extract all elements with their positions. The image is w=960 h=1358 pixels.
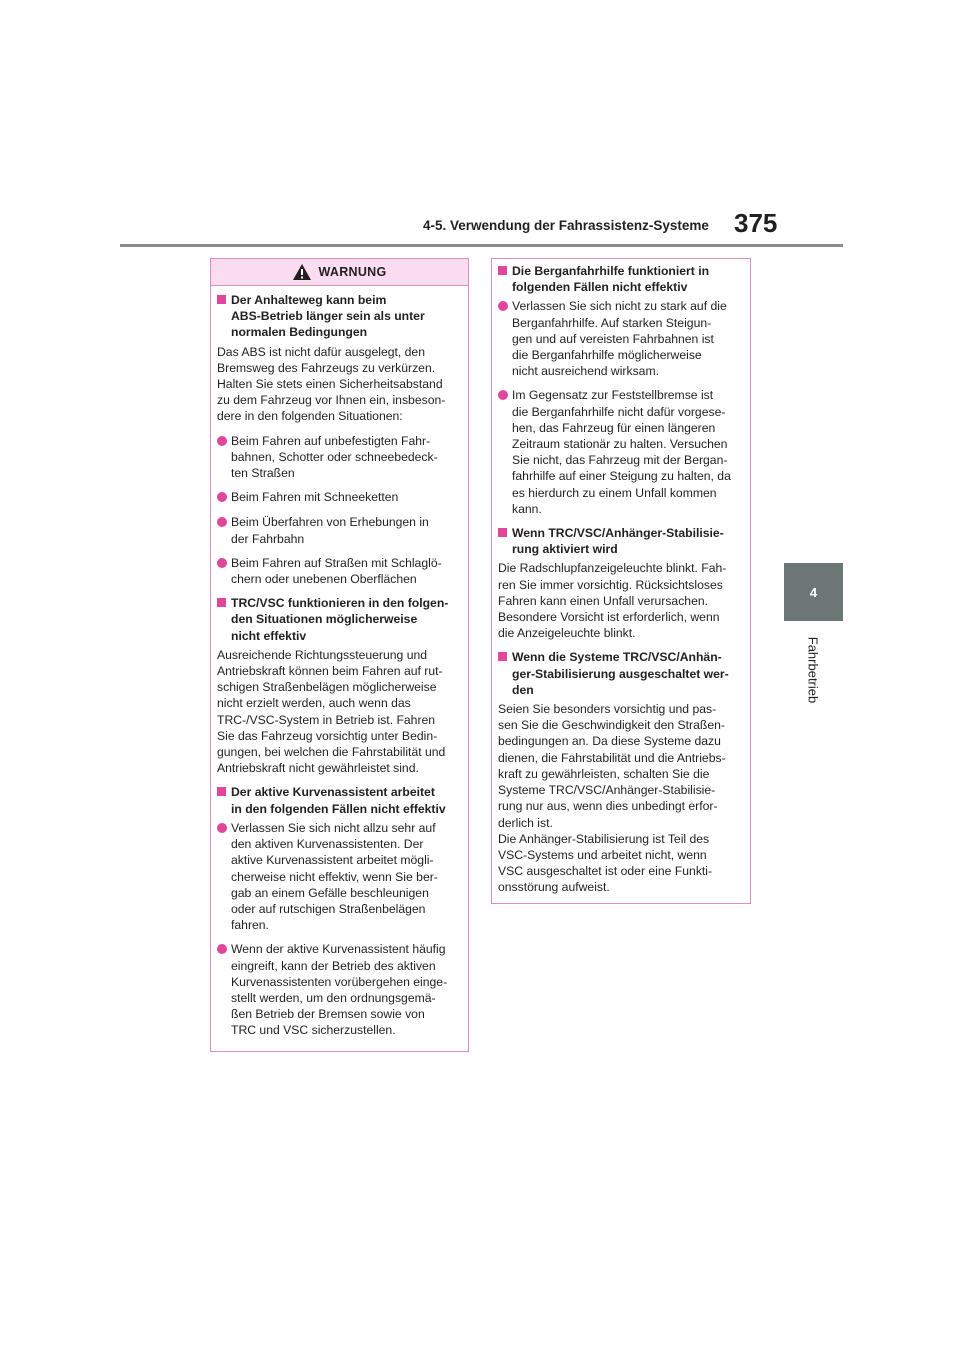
square-bullet-icon [217, 295, 226, 304]
warning-heading-aktiviert: Wenn TRC/VSC/Anhänger-Stabilisie- rung aktiviert wird [498, 525, 744, 557]
round-bullet-icon [217, 517, 227, 527]
warning-triangle-icon [292, 263, 312, 281]
square-bullet-icon [498, 652, 507, 661]
warning-paragraph-aktiviert: Die Radschlupfanzeigeleuchte blinkt. Fah- ren Sie immer vorsichtig. Rücksichtsloses Fahren kann einen Unfall verursachen. Besondere Vorsicht ist erforderlich, wenn die Anzeigeleuchte blinkt. [498, 561, 727, 641]
warning-heading-ausgeschaltet: Wenn die Systeme TRC/VSC/Anhän- ger-Stabilisierung ausgeschaltet wer- den [498, 649, 744, 698]
list-item: Verlassen Sie sich nicht zu stark auf die Berganfahrhilfe. Auf starken Steigun- gen und auf vereisten Fahrbahnen ist die Berganfahrhilfe möglicherweise nicht ausreichend wirksam. [498, 298, 744, 379]
warning-header [211, 259, 468, 286]
round-bullet-icon [498, 301, 508, 311]
list-item: Verlassen Sie sich nicht allzu sehr auf den aktiven Kurvenassistenten. Der aktive Kurvenassistent arbeitet mögli- cherweise nicht effektiv, wenn Sie ber- gab an einem Gefälle beschleunigen oder auf rutschigen Straßenbelägen fahren. [217, 820, 462, 933]
section-title: 4-5. Verwendung der Fahrassistenz-Systeme [423, 218, 709, 233]
warning-content [211, 286, 468, 1039]
round-bullet-icon [217, 558, 227, 568]
warning-heading-abs: Der Anhalteweg kann beim ABS-Betrieb länger sein als unter normalen Bedingungen [217, 292, 462, 341]
round-bullet-icon [498, 390, 508, 400]
square-bullet-icon [498, 266, 507, 275]
chapter-number: 4 [809, 584, 818, 600]
header-rule [120, 244, 843, 247]
warning-heading-kurvenassistent: Der aktive Kurvenassistent arbeitet in den folgenden Fällen nicht effektiv [217, 784, 462, 816]
square-bullet-icon [217, 787, 226, 796]
chapter-label: Fahrbetrieb [805, 636, 821, 704]
square-bullet-icon [217, 598, 226, 607]
warning-heading-trc: TRC/VSC funktionieren in den folgen- den Situationen möglicherweise nicht effektiv [217, 595, 462, 644]
round-bullet-icon [217, 436, 227, 446]
warning-paragraph-trc: Ausreichende Richtungssteuerung und Antriebskraft können beim Fahren auf rut- schigen Straßenbelägen möglicherweise nicht erzielt werden, auch wenn das TRC-/VSC-System in Betrieb ist. Fahren Sie das Fahrzeug vorsichtig unter Bedin- gungen, bei welchen die Fahrstabilität und Antriebskraft nicht gewährleistet sind. [217, 647, 446, 776]
warning-content-continued [492, 259, 750, 896]
square-bullet-icon [498, 528, 507, 537]
round-bullet-icon [217, 944, 227, 954]
warning-box [210, 258, 469, 1052]
page-number: 375 [734, 208, 778, 238]
list-item: Beim Fahren mit Schneeketten [217, 489, 462, 506]
list-item: Beim Fahren auf Straßen mit Schlaglö- chern oder unebenen Oberflächen [217, 555, 462, 587]
warning-paragraph-abs: Das ABS ist nicht dafür ausgelegt, den Bremsweg des Fahrzeugs zu verkürzen. Halten Sie stets einen Sicherheitsabstand zu dem Fahrzeug vor Ihnen ein, insbeson- dere in den folgenden Situationen: [217, 344, 446, 424]
round-bullet-icon [217, 823, 227, 833]
warning-paragraph-ausgeschaltet: Seien Sie besonders vorsichtig und pas- sen Sie die Geschwindigkeit den Straßen- bedingungen an. Da diese Systeme dazu dienen, die Fahrstabilität und die Antriebs- kraft zu gewährleisten, schalten Sie die Systeme TRC/VSC/Anhänger-Stabilisie- rung nur aus, wenn dies unbedingt erfor- derlich ist. Die Anhänger-Stabilisierung ist Teil des VSC-Systems und arbeitet nicht, wenn VSC ausgeschaltet ist oder eine Funkti- onsstörung aufweist. [498, 702, 726, 895]
round-bullet-icon [217, 492, 227, 502]
warning-box-continued [491, 258, 751, 904]
warning-title: WARNUNG [318, 265, 387, 279]
list-item: Beim Überfahren von Erhebungen in der Fahrbahn [217, 514, 462, 546]
warning-heading-berganfahrhilfe: Die Berganfahrhilfe funktioniert in folgenden Fällen nicht effektiv [498, 263, 744, 295]
list-item: Wenn der aktive Kurvenassistent häufig eingreift, kann der Betrieb des aktiven Kurvenassistenten vorübergehen einge- stellt werden, um den ordnungsgemä- ßen Betrieb der Bremsen sowie von TRC und VSC sicherzustellen. [217, 941, 462, 1038]
list-item: Im Gegensatz zur Feststellbremse ist die Berganfahrhilfe nicht dafür vorgese- hen, das Fahrzeug für einen längeren Zeitraum stationär zu halten. Versuchen Sie nicht, das Fahrzeug mit der Bergan- fahrhilfe auf einer Steigung zu halten, da es hierdurch zu einem Unfall kommen kann. [498, 387, 744, 517]
list-item: Beim Fahren auf unbefestigten Fahr- bahnen, Schotter oder schneebedeck- ten Straßen [217, 433, 462, 482]
chapter-tab [784, 563, 843, 621]
